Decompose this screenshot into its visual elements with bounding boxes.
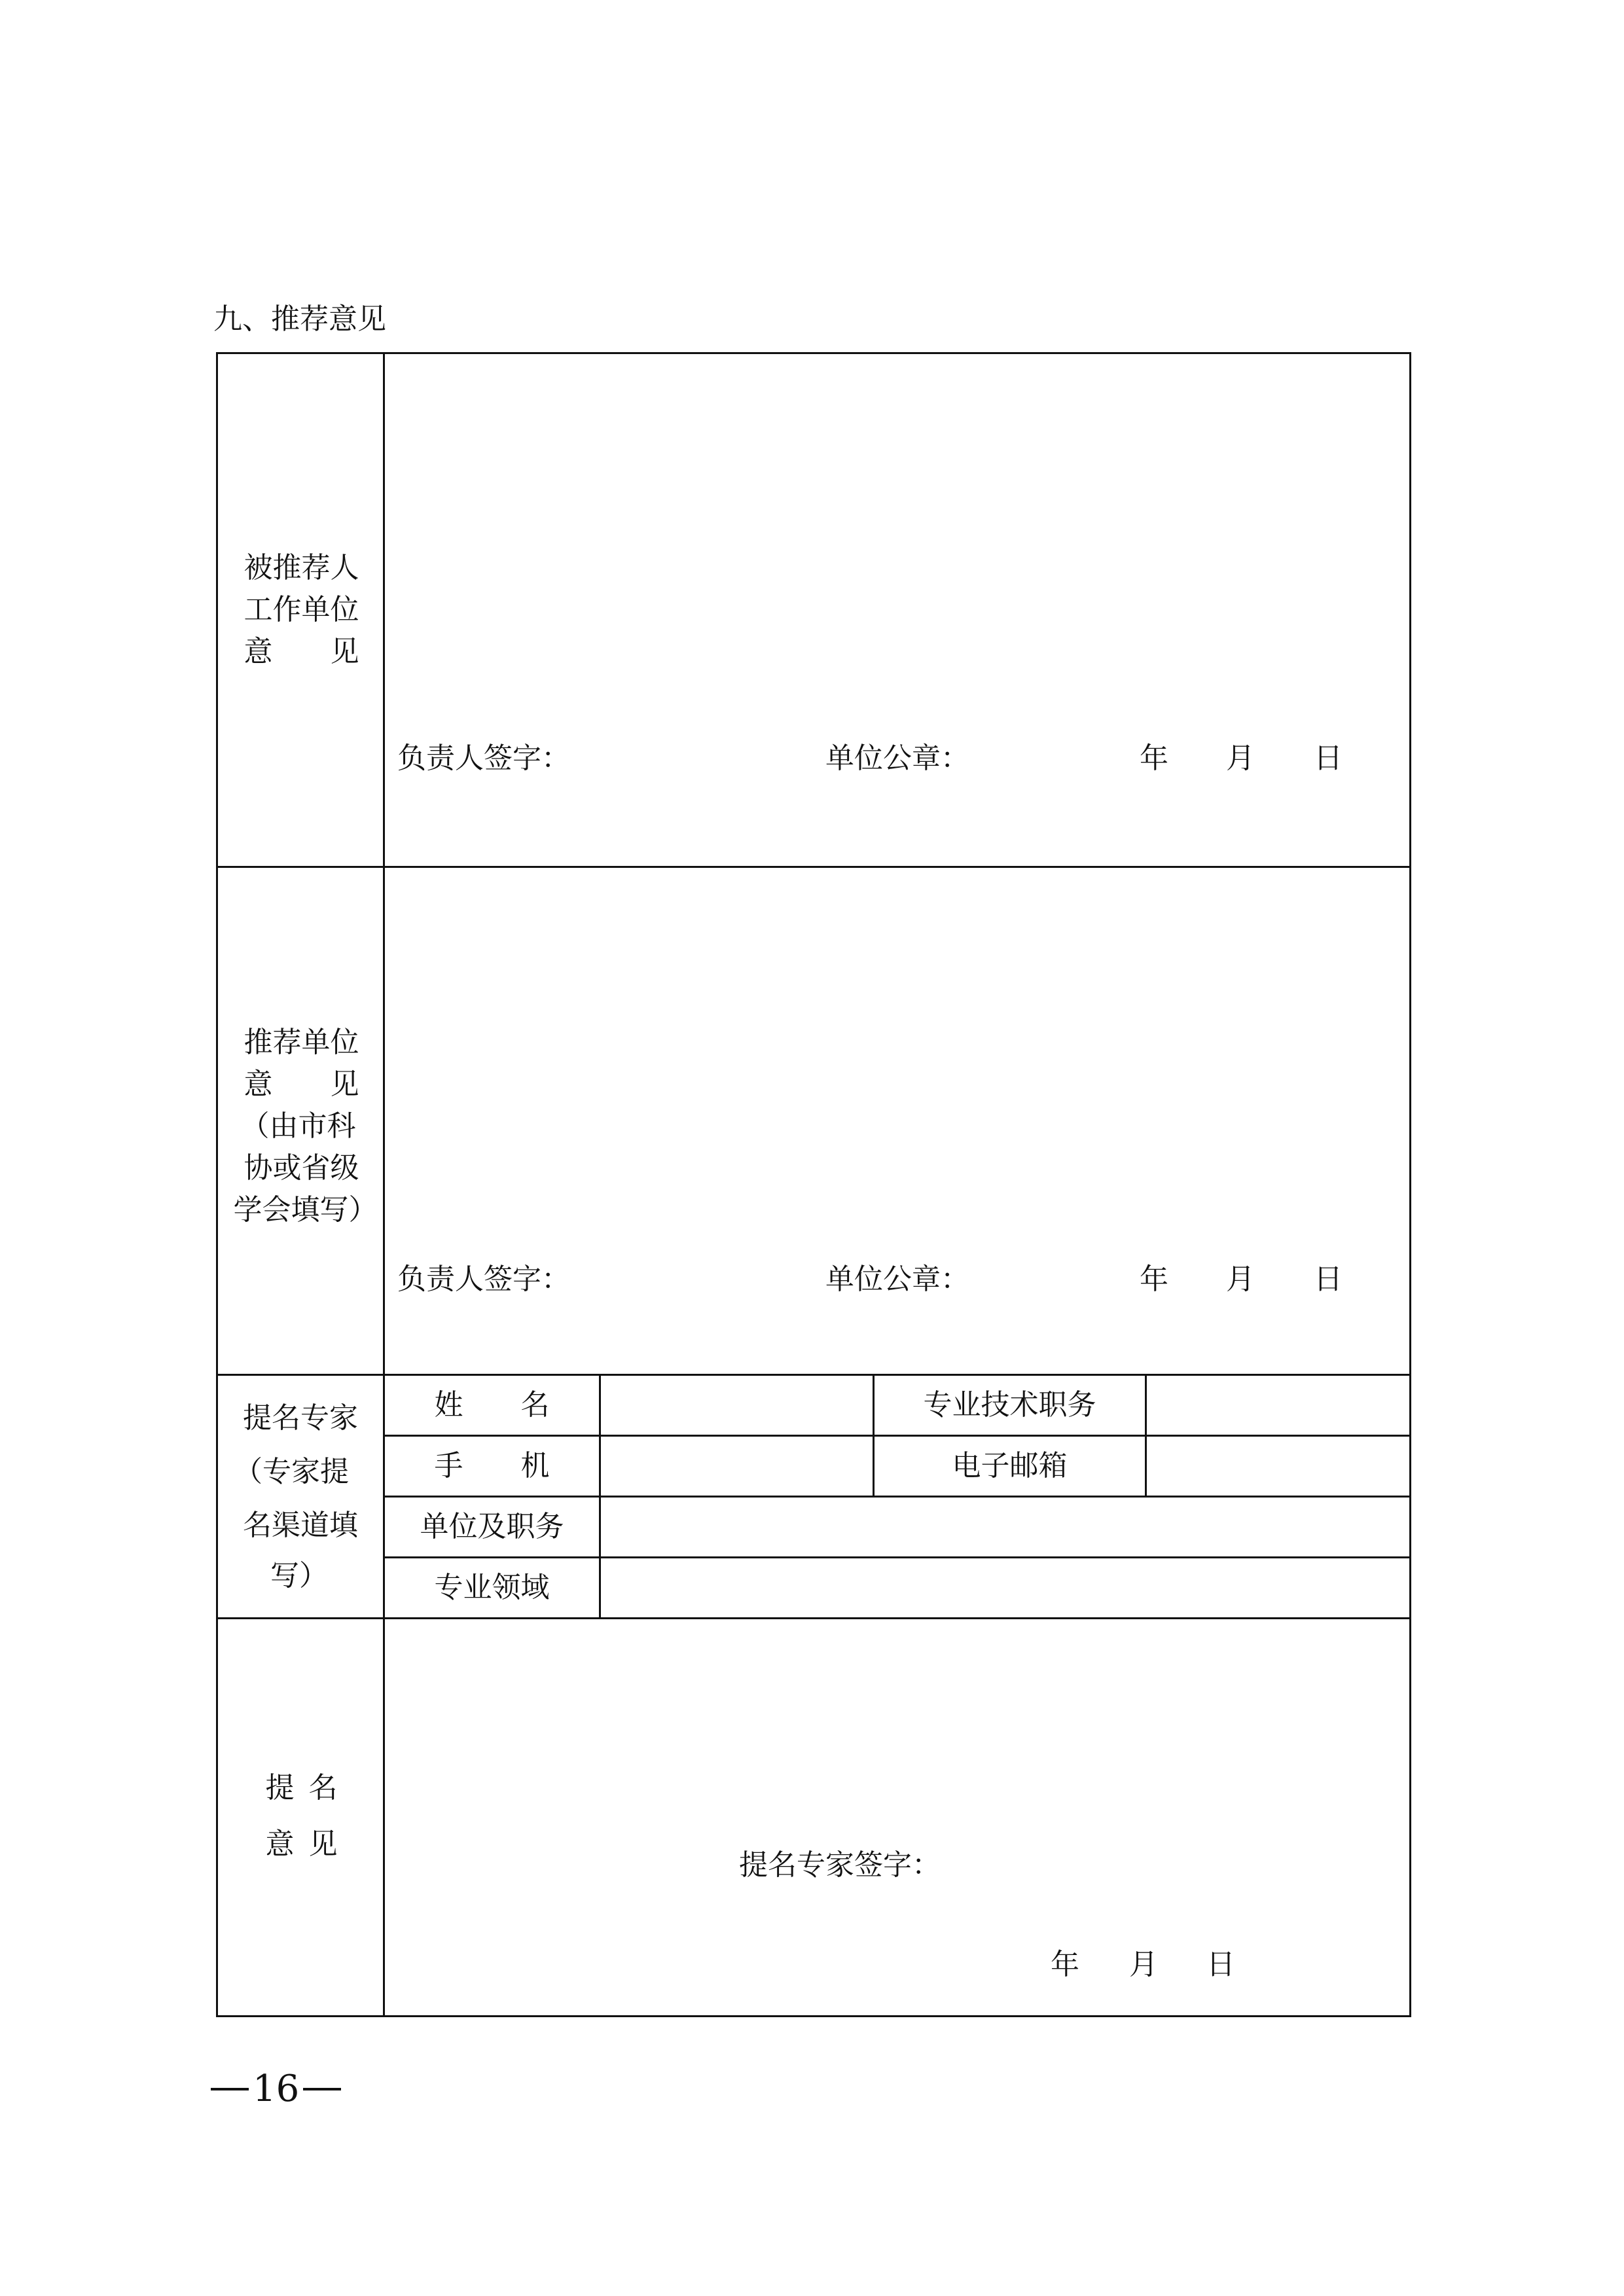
- label-char: 名: [308, 1771, 338, 1804]
- label-line: 工作单位: [244, 593, 359, 626]
- expert-title-input[interactable]: [1147, 1376, 1409, 1435]
- recommend-unit-date-year: 年: [1140, 1263, 1168, 1296]
- row-divider-3: [218, 1617, 1409, 1619]
- work-unit-seal-label: 单位公章：: [825, 742, 969, 775]
- label-line: 提名专家: [243, 1401, 358, 1435]
- label-char: 名: [520, 1388, 550, 1422]
- nomination-date-month: 月: [1129, 1948, 1158, 1981]
- label-char: 提: [265, 1771, 295, 1804]
- expert-title-label: 专业技术职务: [923, 1388, 1096, 1422]
- nomination-date-year: 年: [1051, 1948, 1079, 1981]
- label-char: 机: [520, 1449, 550, 1482]
- expert-email-label: 电子邮箱: [952, 1449, 1068, 1482]
- recommendation-form-table: [216, 352, 1411, 2017]
- label-line: [244, 1064, 359, 1105]
- recommend-unit-seal-label: 单位公章：: [825, 1263, 969, 1296]
- expert-name-label: [385, 1376, 599, 1435]
- expert-email-input[interactable]: [1147, 1437, 1409, 1496]
- label-line: 写）: [270, 1559, 328, 1592]
- page-number-value: 16: [253, 2068, 300, 2110]
- label-char: 姓: [434, 1388, 463, 1422]
- work-unit-date-year: 年: [1140, 742, 1168, 775]
- expert-specialty-label: 专业领域: [434, 1571, 550, 1604]
- label-line: 名渠道填: [243, 1509, 358, 1542]
- expert-unit-position-input[interactable]: [601, 1498, 1409, 1556]
- label-line: （由市科: [240, 1109, 356, 1143]
- label-char: 意: [244, 635, 273, 668]
- expert-unit-position-label: 单位及职务: [420, 1510, 564, 1543]
- recommend-unit-date-day: 日: [1314, 1263, 1343, 1296]
- recommend-unit-label: [218, 866, 385, 1374]
- label-line: 推荐单位: [244, 1026, 359, 1059]
- nomination-signature-label: 提名专家签字：: [739, 1848, 941, 1882]
- label-line: [266, 1760, 338, 1816]
- work-unit-label: [218, 354, 385, 866]
- nomination-date-day: 日: [1206, 1948, 1235, 1981]
- work-unit-date-day: 日: [1314, 742, 1343, 775]
- expert-label: [218, 1374, 385, 1617]
- nomination-label: [218, 1617, 385, 2015]
- label-line: 协或省级: [244, 1151, 359, 1185]
- expert-phone-label: [385, 1437, 599, 1496]
- row-divider-1: [218, 866, 1409, 868]
- dash-left: [211, 2088, 249, 2090]
- recommend-unit-signature-label: 负责人签字：: [397, 1263, 570, 1296]
- recommend-unit-date-month: 月: [1226, 1263, 1255, 1296]
- label-line: [244, 631, 359, 673]
- work-unit-signature-label: 负责人签字：: [397, 742, 570, 775]
- label-line: 被推荐人: [244, 551, 359, 584]
- expert-specialty-input[interactable]: [601, 1558, 1409, 1617]
- label-char: 意: [265, 1827, 295, 1861]
- section-title: 九、推荐意见: [213, 302, 386, 336]
- label-char: 见: [330, 1067, 359, 1101]
- label-char: 见: [330, 635, 359, 668]
- work-unit-date-month: 月: [1226, 742, 1255, 775]
- page-number: [211, 2068, 341, 2110]
- label-line: （专家提: [234, 1455, 349, 1488]
- label-line: 学会填写）: [233, 1193, 378, 1227]
- expert-phone-input[interactable]: [601, 1437, 873, 1496]
- label-char: 手: [434, 1449, 463, 1482]
- dash-right: [303, 2088, 341, 2090]
- label-char: 见: [308, 1827, 338, 1861]
- label-line: [266, 1816, 338, 1873]
- expert-name-input[interactable]: [601, 1376, 873, 1435]
- label-char: 意: [244, 1067, 273, 1101]
